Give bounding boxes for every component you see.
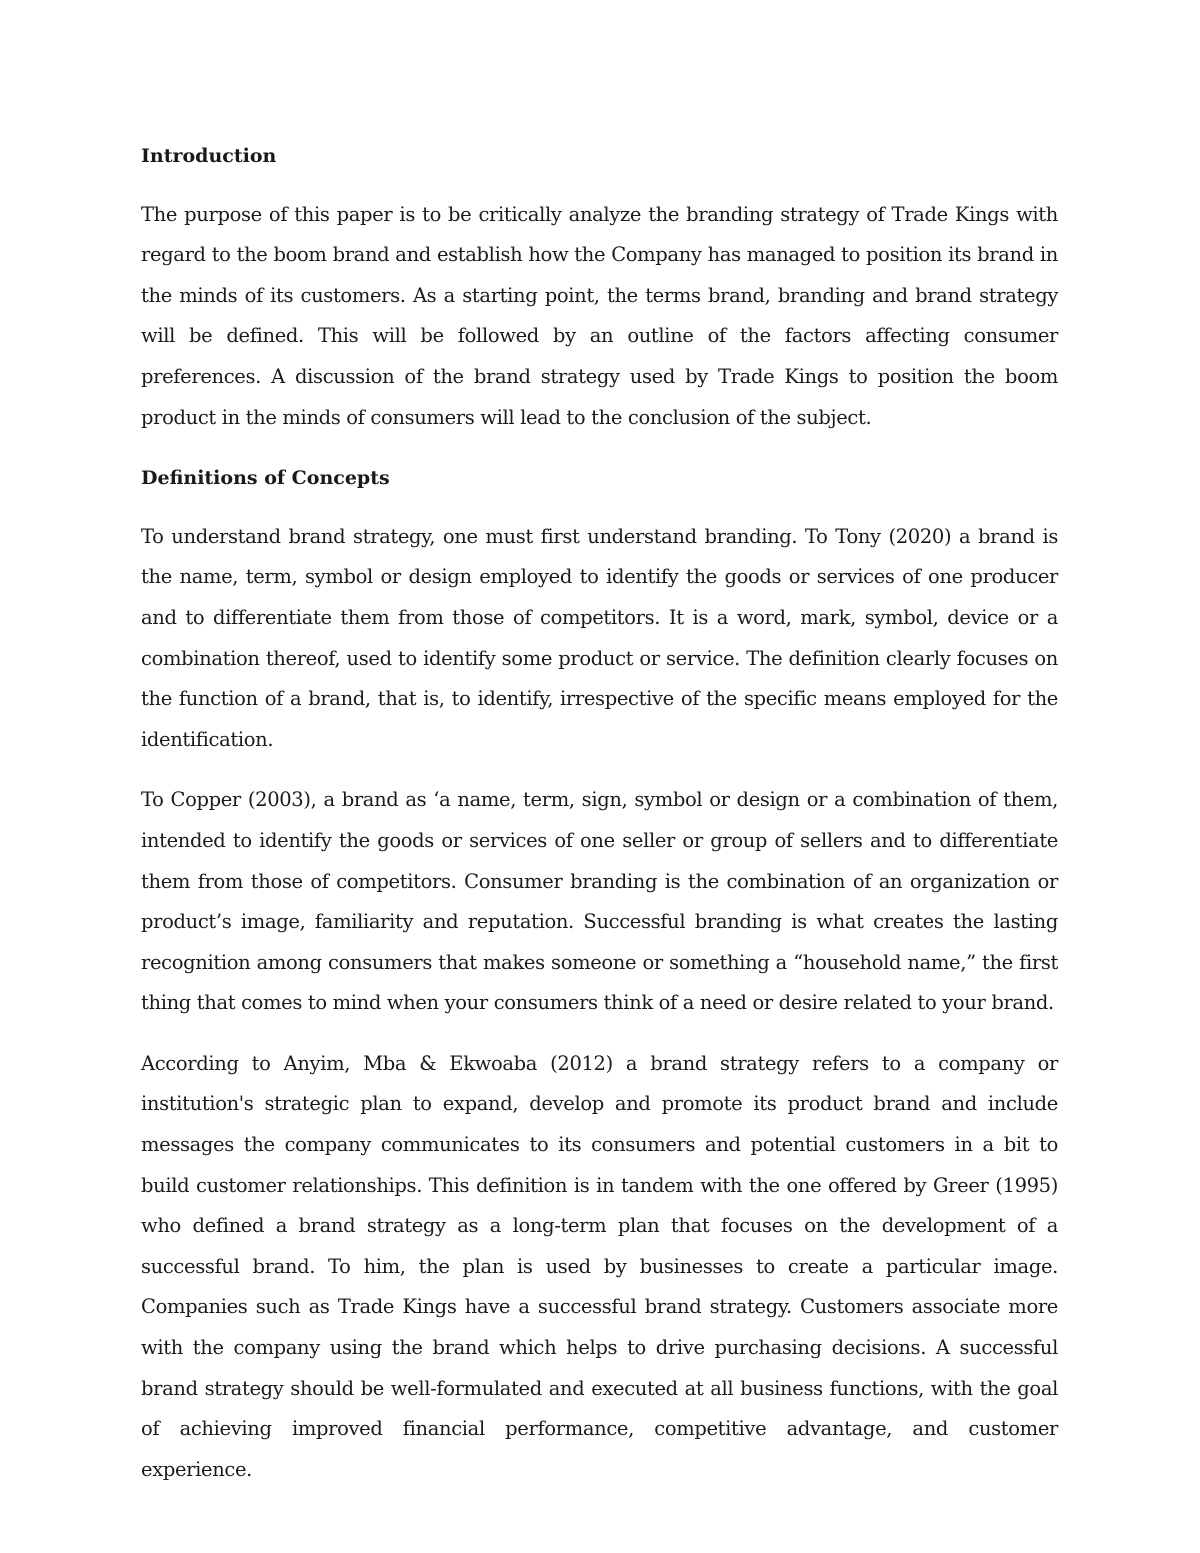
- spacer: [141, 438, 1058, 458]
- spacer: [141, 760, 1058, 780]
- definitions-paragraph-2: To Copper (2003), a brand as ‘a name, term, sign, symbol or design or a combination of them, intended to identify the goods or services of one seller or group of sellers and to differentiate them from those of competitors. Consumer branding is the combination of an organization or product’s image, familiarity and reputation. Successful branding is what creates the lasting recognition among consumers that makes someone or something a “household name,” the first thing that comes to mind when your consumers think of a need or desire related to your brand.: [141, 788, 1058, 1015]
- spacer: [141, 1024, 1058, 1044]
- introduction-heading: Introduction: [141, 145, 277, 167]
- definitions-paragraph-3: According to Anyim, Mba & Ekwoaba (2012) a brand strategy refers to a company or institution's strategic plan to expand, develop and promote its product brand and include messages the company communicates to its consumers and potential customers in a bit to build customer relationships. This definition is in tandem with the one offered by Greer (1995) who defined a brand strategy as a long-term plan that focuses on the development of a successful brand. To him, the plan is used by businesses to create a particular image. Companies such as Trade Kings have a successful brand strategy. Customers associate more with the company using the brand which helps to drive purchasing decisions. A successful brand strategy should be well-formulated and executed at all business functions, with the goal of achieving improved financial performance, competitive advantage, and customer experience.: [141, 1051, 1058, 1481]
- introduction-paragraph: The purpose of this paper is to be critically analyze the branding strategy of Trade Kings with regard to the boom brand and establish how the Company has managed to position its brand in the minds of its customers. As a starting point, the terms brand, branding and brand strategy will be defined. This will be followed by an outline of the factors affecting consumer preferences. A discussion of the brand strategy used by Trade Kings to position the boom product in the minds of consumers will lead to the conclusion of the subject.: [141, 202, 1058, 429]
- definitions-paragraph-1: To understand brand strategy, one must first understand branding. To Tony (2020) a brand is the name, term, symbol or design employed to identify the goods or services of one producer and to differentiate them from those of competitors. It is a word, mark, symbol, device or a combination thereof, used to identify some product or service. The definition clearly focuses on the function of a brand, that is, to identify, irrespective of the specific means employed for the identification.: [141, 524, 1058, 751]
- spacer: [141, 177, 1058, 195]
- document-page: [141, 136, 1058, 1490]
- definitions-heading: Definitions of Concepts: [141, 467, 390, 490]
- spacer: [141, 499, 1058, 517]
